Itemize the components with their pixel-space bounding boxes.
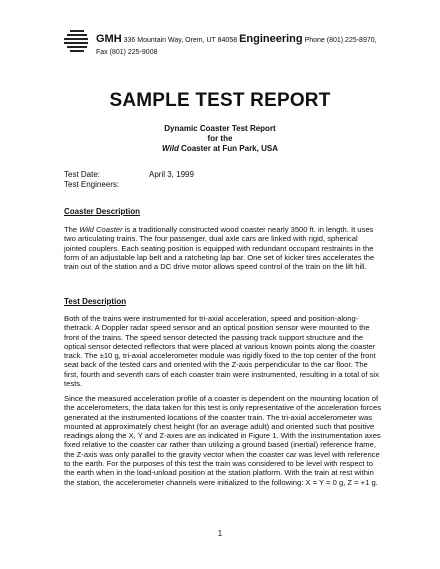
meta-row-engineers [64,180,194,190]
coaster-desc-pre: The [64,225,80,234]
page-number: 1 [217,529,223,538]
test-description-paragraph-2: Since the measured acceleration profile of a coaster is dependent on the mounting location of the accelerometers, the data taken for this test is only representative of the acceleration forces generated at the instrumented locations of the coaster train. The tri-axial accelerometer was mounted at approximately chest height (for an average adult) and oriented such that positive readings along the X, Y and Z-axes are as indicated in Figure 1. With the instrumentation axes fixed relative to the coaster car rather than utilizing a ground based (inertial) reference frame, the Z-axis was only parallel to the gravity vector when the coaster car was level with reference to the earth. For the purposes of this test the train was considered to be level with respect to the earth when in the load-unload position at the station platform. With the train at rest within the station, the accelerometer channels were initialized to the following: X = Y = 0 g, Z = +1 g. [64,394,381,487]
company-address: 336 Mountain Way, Orem, UT 84058 [123,37,238,44]
subtitle-line-1: Dynamic Coaster Test Report [164,124,276,133]
company-logo-icon [64,28,90,54]
test-engineers-label: Test Engineers: [64,180,120,189]
page-title: SAMPLE TEST REPORT [109,90,331,111]
section-heading-test: Test Description [64,297,127,306]
meta-row-date [64,170,194,180]
coaster-name-italic: Wild Coaster [79,225,123,234]
company-fax: Fax (801) 225-9008 [96,49,158,56]
test-description-paragraph-1: Both of the trains were instrumented for tri-axial acceleration, speed and position-along-thetrack. A Doppler radar speed sensor and an optical position sensor were mounted to the front of the trains. The speed sensor detected the passing track support structure and the optical sensor detected reflectors that were placed at various known points along the coaster track. The ±10 g, tri-axial accelerometer module was rigidly fixed to the top center of the front seat back of the tested cars and oriented with the Z-axis perpendicular to the car floor. The first, fourth and seventh cars of each coaster train were instrumented, resulting in a total of six tests. [64,314,379,389]
subtitle-italic: Wild [162,144,179,153]
company-division: Engineering [239,33,303,45]
test-date-label: Test Date: [64,170,101,179]
coaster-desc-body: is a traditionally constructed wood coaster nearly 3500 ft. in length. It uses two articulating trains. The four passenger, dual axle cars are linked with rigid, spherical jointed couplers. Each seating position is equipped with redundant occupant restraints in the form of an adjustable lap belt and a ratcheting lap bar. One set of kicker tires accelerates the train out of the station and a DC drive motor allows speed control of the train on the lift hill. [64,225,375,272]
company-phone: Phone (801) 225-8970, [304,37,377,44]
company-name: GMH [96,33,122,45]
letterhead [96,33,416,59]
subtitle-line-3 [0,144,440,154]
report-subtitle [0,124,440,154]
subtitle-rest: Coaster at Fun Park, USA [178,144,278,153]
test-date-value: April 3, 1999 [149,170,194,179]
report-meta [64,170,194,190]
coaster-description-paragraph [64,225,382,271]
section-heading-coaster: Coaster Description [64,207,141,216]
subtitle-line-2: for the [207,134,233,143]
